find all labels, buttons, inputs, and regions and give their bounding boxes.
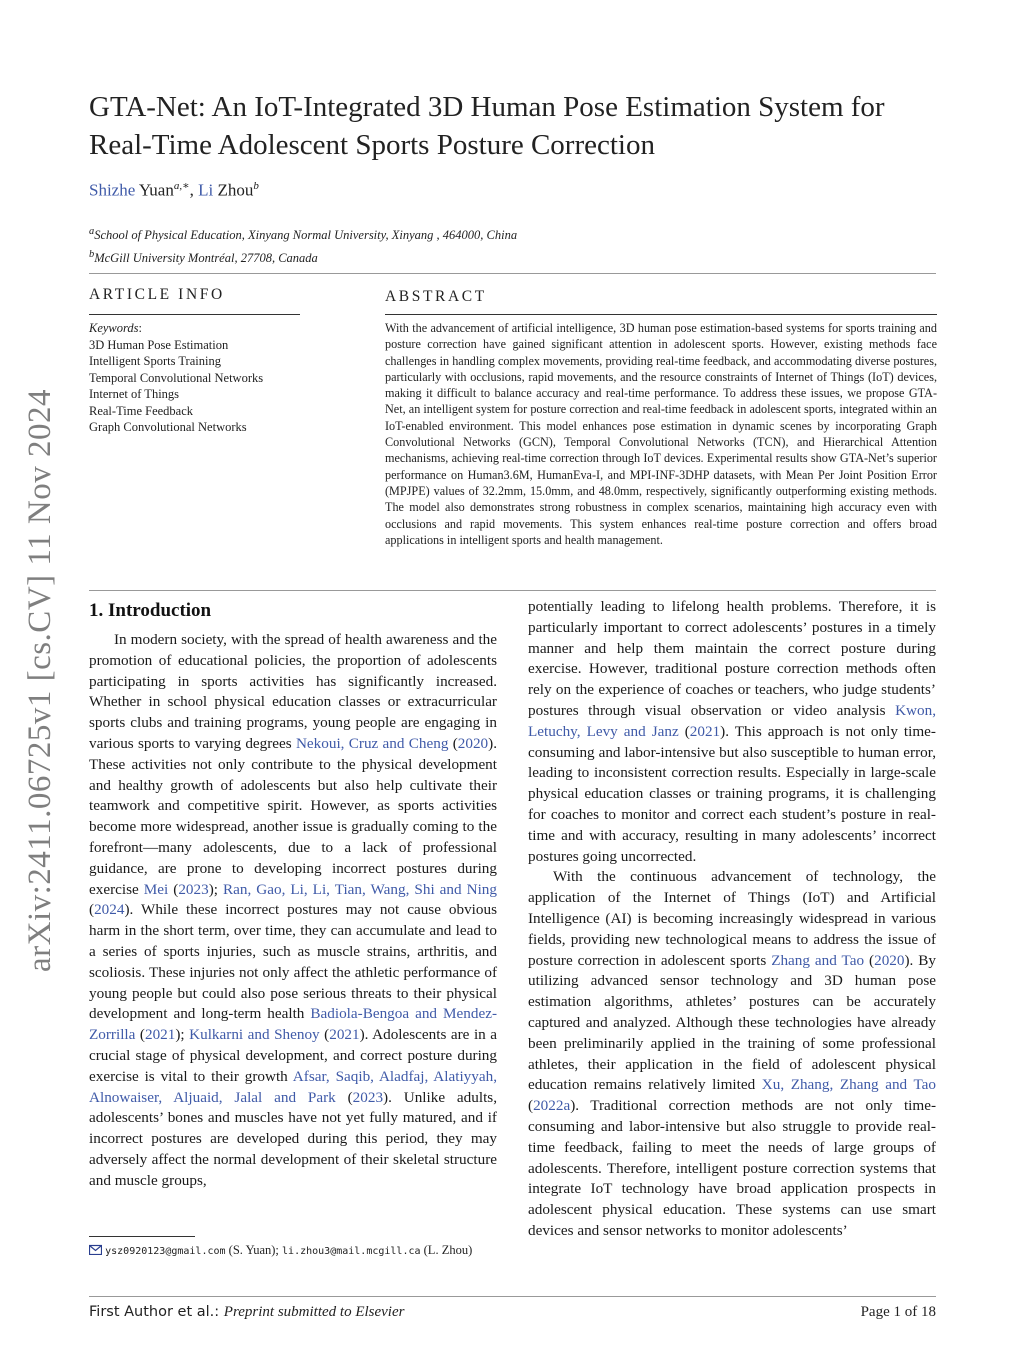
- email-link-author-1[interactable]: ysz0920123@gmail.com: [105, 1246, 226, 1257]
- footnote-name-1: (S. Yuan);: [225, 1243, 283, 1257]
- author-1-first-name-link[interactable]: Shizhe: [89, 180, 136, 200]
- intro-paragraph-1: In modern society, with the spread of health awareness and the promotion of educational policies, the proportion of adolescents participating in sports activities has significantly increased. Whether in school physical education classes or extracurricular sports clubs and training programs, young people are engaging in various sports to varying degrees Nekoui, Cruz and Cheng (2020). These activities not only contribute to the physical development and healthy growth of adolescents but also help cultivate their teamwork and competitive spirit. However, as sports activities become more widespread, another issue is gradually coming to the forefront—many adolescents, due to a lack of professional guidance, are prone to developing incorrect postures during exercise Mei (2023); Ran, Gao, Li, Li, Tian, Wang, Shi and Ning (2024). While these incorrect postures may not cause obvious harm in the short term, over time, they can accumulate and lead to a series of sports injuries, such as muscle strains, arthritis, and scoliosis. These injuries not only affect the athletic performance of young people but could also pose serious threats to their physical development and long-term health Badiola-Bengoa and Mendez-Zorrilla (2021); Kulkarni and Shenoy (2021). Adolescents are in a crucial stage of physical development, and correct posture during exercise is vital to their growth Afsar, Saqib, Aladfaj, Alatiyyah, Alnowaiser, Aljuaid, Jalal and Park (2023). Unlike adults, adolescents’ bones and muscles have not yet fully matured, and if incorrect postures are developed during this period, they may adversely affect the normal development of their skeletal structure and muscle groups,: [89, 631, 498, 1189]
- affiliation-b: [89, 245, 517, 268]
- citation-year-link[interactable]: 2020: [874, 951, 905, 969]
- author-1-superscript: a,∗: [173, 180, 190, 192]
- body-text: ). This approach is not only time-consuming and labor-intensive but also susceptible to human error, leading to inconsistent correction results. Especially in large-scale physical education classes or training programs, it is challenging for coaches to monitor and correct each student’s posture in real-time and with accuracy, resulting in many adolescents’ incorrect postures going uncorrected.: [528, 722, 936, 865]
- title-line-1: GTA-Net: An IoT-Integrated 3D Human Pose Estimation System for: [89, 91, 885, 123]
- citation-year-link[interactable]: 2022a: [533, 1097, 571, 1115]
- body-text: );: [208, 880, 223, 898]
- citation-link[interactable]: Ran, Gao, Li, Li, Tian, Wang, Shi and Ning: [222, 880, 497, 898]
- citation-link[interactable]: Nekoui, Cruz and Cheng: [295, 734, 449, 752]
- citation-link[interactable]: Kwon, Letuchy, Levy and Janz: [528, 701, 936, 740]
- author-list: [89, 179, 259, 201]
- keywords-label: Keywords: [89, 321, 139, 335]
- email-link-author-2[interactable]: li.zhou3@mail.mcgill.ca: [282, 1246, 421, 1257]
- keywords-label-line: [89, 320, 263, 337]
- body-column-left: [89, 630, 497, 1192]
- arxiv-identifier-stamp: arXiv:2411.06725v1 [cs.CV] 11 Nov 2024: [22, 389, 58, 972]
- author-1-last-name: Yuan: [138, 180, 174, 200]
- keyword-item: 3D Human Pose Estimation: [89, 337, 229, 352]
- citation-link[interactable]: Xu, Zhang, Zhang and Tao: [761, 1076, 936, 1094]
- keyword-item: Intelligent Sports Training: [89, 354, 221, 368]
- body-column-right: [528, 597, 936, 1242]
- footnote-name-2: (L. Zhou): [420, 1243, 473, 1257]
- affiliation-a-text: School of Physical Education, Xinyang Normal University, Xinyang , 464000, China: [94, 228, 518, 243]
- section-heading-introduction: 1. Introduction: [89, 600, 212, 621]
- intro-paragraph-1-continued: potentially leading to lifelong health problems. Therefore, it is particularly important to correct adolescents’ postures in a timely manner and help them maintain the correct posture during exercise. However, traditional posture correction methods often rely on the experience of coaches or teachers, who judge students’ postures through visual observation or video analysis Kwon, Letuchy, Levy and Janz (2021). This approach is not only time-consuming and labor-intensive but also susceptible to human error, leading to inconsistent correction results. Especially in large-scale physical education classes or training programs, it is challenging for coaches to monitor and correct each student’s posture in real-time and with accuracy, resulting in many adolescents’ incorrect postures going uncorrected.: [528, 598, 936, 865]
- footnote-rule: [89, 1236, 195, 1237]
- header-divider: [89, 273, 936, 274]
- citation-link[interactable]: Afsar, Saqib, Aladfaj, Alatiyyah, Alnowaiser, Aljuaid, Jalal and Park: [89, 1067, 497, 1106]
- body-text: ). Unlike adults, adolescents’ bones and muscles have not yet fully matured, and if incorrect postures are developed during this period, they may adversely affect the normal development of their skeletal structure and muscle groups,: [89, 1088, 498, 1189]
- footer-left: [89, 1304, 404, 1321]
- citation-link[interactable]: Badiola-Bengoa and Mendez-Zorrilla: [89, 1005, 498, 1044]
- footer-venue: Preprint submitted to Elsevier: [223, 1304, 405, 1320]
- body-text: ). Traditional correction methods are not only time-consuming and labor-intensive but also struggle to provide real-time feedback, failing to meet the needs of large groups of adolescents. Therefore, intelligent posture correction systems that integrate IoT technology have broad application prospects in adolescent physical education. These systems can use smart devices and sensor networks to monitor adolescents’: [528, 1097, 936, 1239]
- affiliation-a: [89, 222, 517, 245]
- page-number: Page 1 of 18: [860, 1304, 936, 1320]
- keyword-item: Internet of Things: [89, 387, 180, 401]
- footnote-emails: [89, 1241, 497, 1261]
- keywords-block: [89, 320, 263, 436]
- abstract-heading: ABSTRACT: [385, 288, 487, 305]
- keywords-colon: :: [138, 321, 143, 335]
- citation-link[interactable]: Zhang and Tao: [771, 951, 865, 969]
- author-2-first-name-link[interactable]: Li: [198, 180, 214, 200]
- body-text: With the continuous advancement of technology, the application of the Internet of Things (IoT) and Artificial Intelligence (AI) is becoming increasingly widespread in various fields, providing new technological means to address the issue of posture correction in adolescent sports: [528, 868, 936, 969]
- affiliation-b-sup: b: [89, 249, 95, 261]
- citation-year-link[interactable]: 2020: [457, 734, 489, 752]
- body-text: ). By utilizing advanced sensor technology and 3D human pose estimation algorithms, athletes’ postures can be accurately captured and analyzed. Although these technologies have already been preliminarily applied in the training of some professional athletes, their application in the field of adolescent physical education remains relatively limited: [528, 951, 937, 1094]
- citation-link[interactable]: Mei: [143, 880, 169, 898]
- body-text: potentially leading to lifelong health problems. Therefore, it is particularly important to correct adolescents’ postures in a timely manner and help them maintain the correct posture during exercise. However, traditional posture correction methods often rely on the experience of coaches or teachers, who judge students’ postures through visual observation or video analysis: [528, 598, 936, 719]
- title-line-2: Real-Time Adolescent Sports Posture Correction: [89, 129, 655, 161]
- abstract-rule: [385, 314, 937, 315]
- keyword-item: Temporal Convolutional Networks: [89, 370, 264, 385]
- affiliations: [89, 222, 517, 268]
- keyword-item: Graph Convolutional Networks: [89, 420, 247, 434]
- body-text: ). Adolescents are in a crucial stage of physical development, and correct posture during exercise is vital to their growth: [89, 1026, 498, 1085]
- citation-year-link[interactable]: 2024: [94, 901, 125, 919]
- author-2-superscript: b: [253, 180, 259, 192]
- abstract-bottom-divider: [89, 590, 936, 591]
- citation-link[interactable]: Kulkarni and Shenoy: [189, 1026, 320, 1044]
- citation-year-link[interactable]: 2021: [329, 1026, 360, 1044]
- abstract-text: With the advancement of artificial intelligence, 3D human pose estimation-based systems for sports training and posture correction have gained significant attention in adolescent sports. However, existing methods face challenges in handling complex movements, providing real-time feedback, and accommodating diverse postures, particularly with occlusions, rapid movements, and the resource constraints of Internet of Things (IoT) devices, making it difficult to balance accuracy and real-time performance. To address these issues, we propose GTA-Net, an intelligent system for posture correction and real-time feedback in adolescent sports, integrated within an IoT-enabled environment. This model enhances pose estimation in dynamic scenes by incorporating Graph Convolutional Networks (GCN), Temporal Convolutional Networks (TCN), and Hierarchical Attention mechanisms, achieving real-time correction through IoT devices. Experimental results show GTA-Net’s superior performance on Human3.6M, HumanEva-I, and MPI-INF-3DHP datasets, with Mean Per Joint Position Error (MPJPE) values of 32.2mm, 15.0mm, and 48.0mm, respectively, significantly outperforming existing methods. The model also demonstrates strong robustness in complex scenarios, maintaining high accuracy even with occlusions and rapid movements. This system enhances real-time posture correction and offers broad applications in intelligent sports and health management.: [385, 321, 937, 547]
- footer-author: First Author et al.:: [89, 1304, 224, 1320]
- body-text: ). While these incorrect postures may not cause obvious harm in the short term, over time, they can accumulate and lead to a series of sports injuries, such as muscle strains, arthritis, and scoliosis. These injuries not only affect the athletic performance of young people but could also pose serious threats to their physical development and long-term health: [89, 901, 497, 1023]
- citation-year-link[interactable]: 2023: [178, 880, 209, 898]
- envelope-icon: [89, 1244, 102, 1255]
- body-text: In modern society, with the spread of health awareness and the promotion of educational policies, the proportion of adolescents participating in sports activities has significantly increased. Whether in school physical education classes or extracurricular sports clubs and training programs, young people are engaging in various sports to varying degrees: [89, 631, 497, 752]
- author-2-last-name: Zhou: [217, 180, 254, 200]
- paper-title: [89, 88, 949, 164]
- body-text: );: [175, 1026, 190, 1044]
- affiliation-a-sup: a: [89, 226, 95, 237]
- author-separator: ,: [189, 180, 199, 200]
- article-info-heading: ARTICLE INFO: [89, 286, 225, 303]
- footer-divider: [89, 1296, 936, 1297]
- citation-year-link[interactable]: 2021: [144, 1026, 176, 1044]
- keyword-item: Real-Time Feedback: [89, 403, 194, 418]
- affiliation-b-text: McGill University Montréal, 27708, Canada: [94, 251, 318, 266]
- article-info-rule: [89, 314, 300, 315]
- body-text: ). These activities not only contribute to the physical development and healthy growth of adolescents but also help cultivate their teamwork and competitive spirit. However, as sports activities become more widespread, another issue is gradually coming to the forefront—many adolescents, due to a lack of professional guidance, are prone to developing incorrect postures during exercise: [89, 734, 497, 898]
- citation-year-link[interactable]: 2021: [689, 722, 721, 740]
- citation-year-link[interactable]: 2023: [352, 1088, 384, 1106]
- intro-paragraph-2: With the continuous advancement of technology, the application of the Internet of Things (IoT) and Artificial Intelligence (AI) is becoming increasingly widespread in various fields, providing new technological means to address the issue of posture correction in adolescent sports Zhang and Tao (2020). By utilizing advanced sensor technology and 3D human pose estimation algorithms, athletes’ postures can be accurately captured and analyzed. Although these technologies have already been preliminarily applied in the training of some professional athletes, their application in the field of adolescent physical education remains relatively limited Xu, Zhang, Zhang and Tao (2022a). Traditional correction methods are not only time-consuming and labor-intensive but also struggle to provide real-time feedback, failing to meet the needs of large groups of adolescents. Therefore, intelligent posture correction systems that integrate IoT technology have broad application prospects in adolescent physical education. These systems can use smart devices and sensor networks to monitor adolescents’: [528, 868, 937, 1239]
